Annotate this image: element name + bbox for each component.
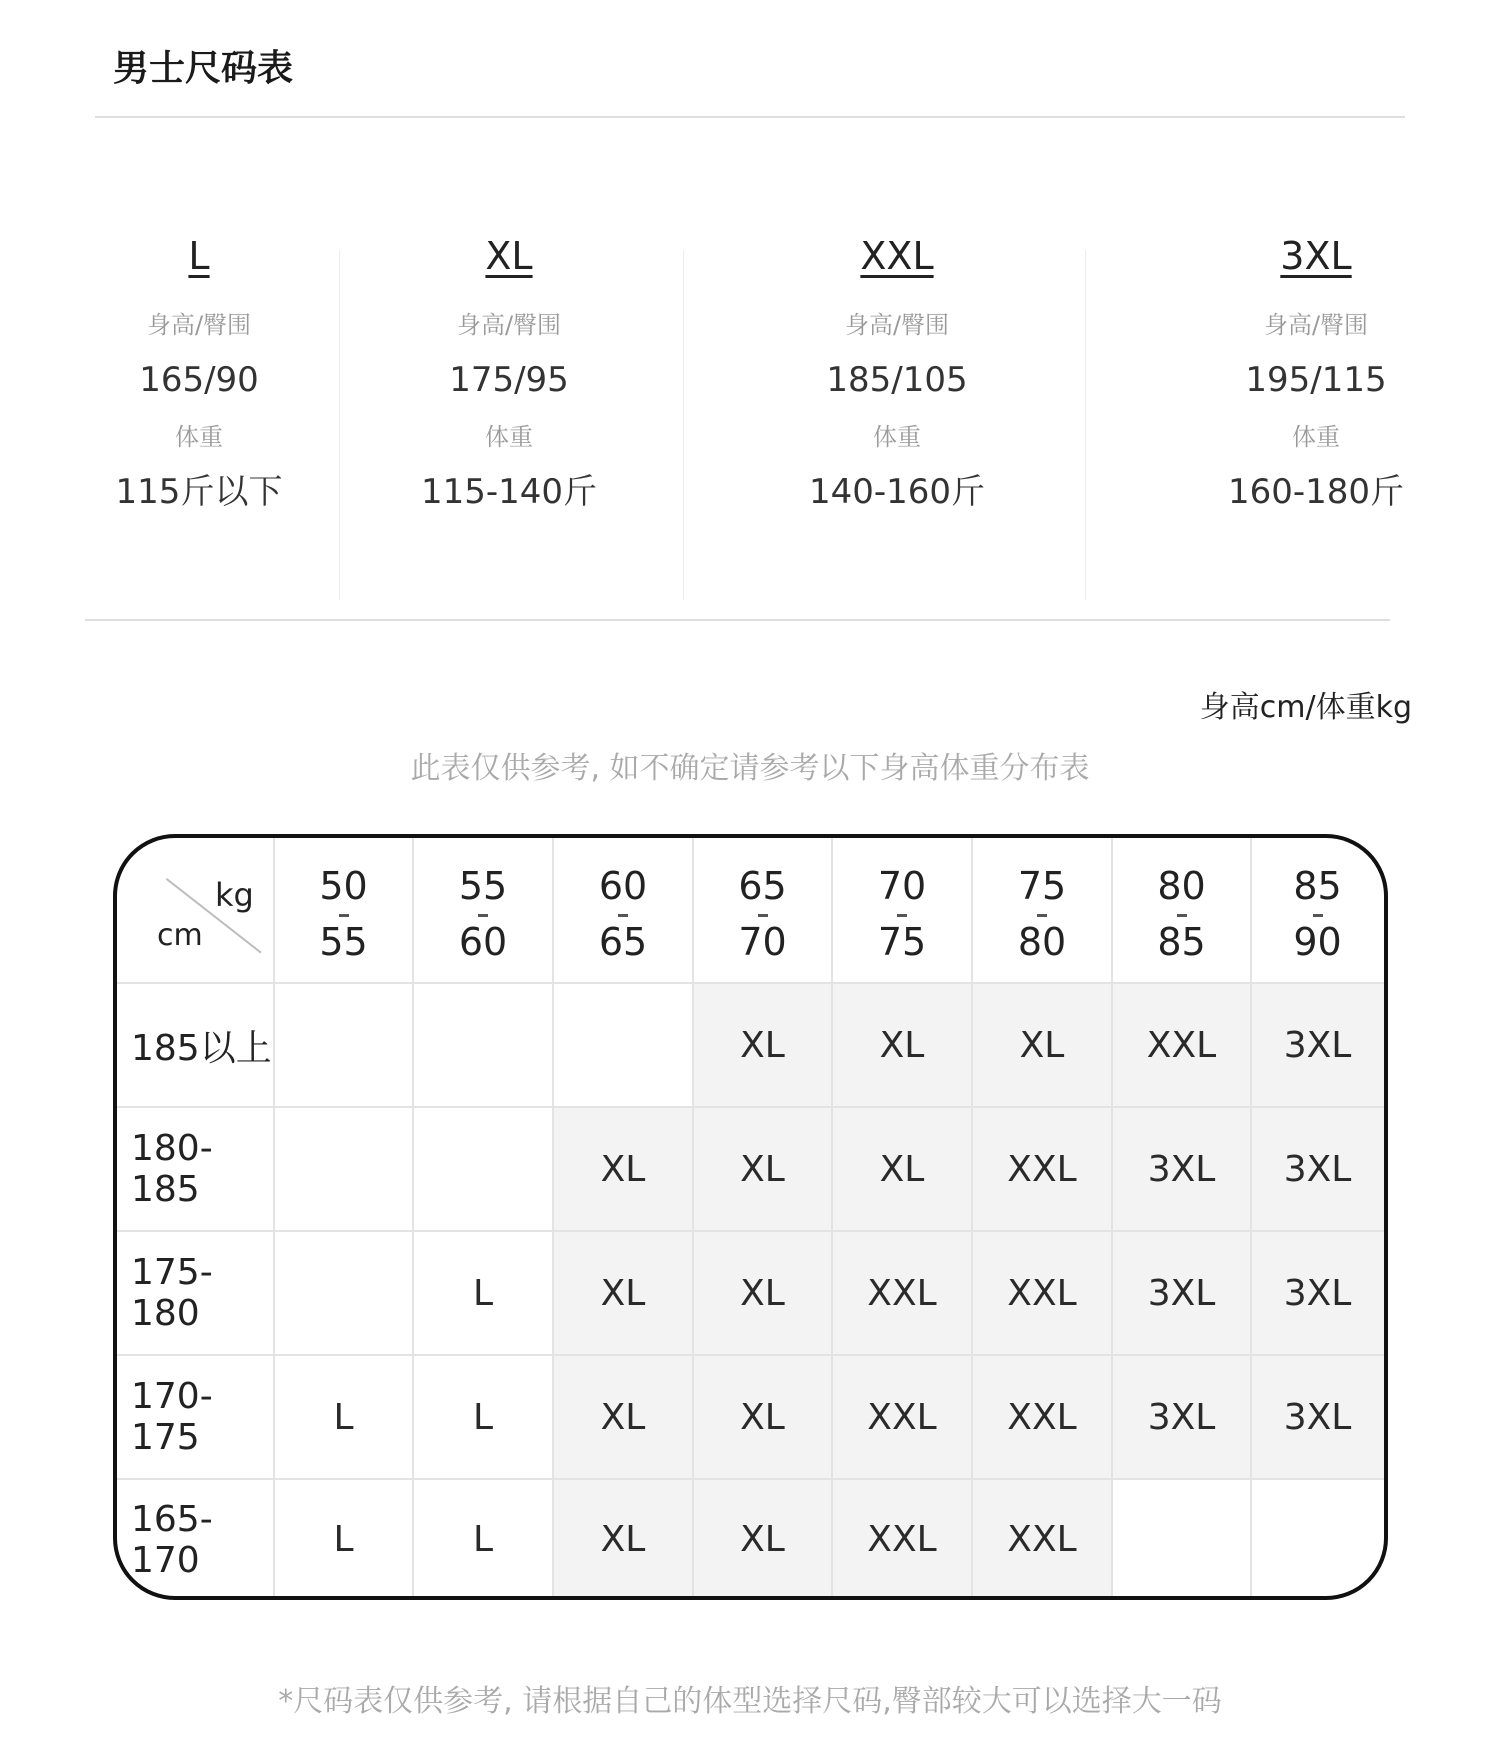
col-header-bottom: 85 — [1157, 920, 1206, 964]
size-name: XL — [485, 234, 533, 278]
height-hip-value: 195/115 — [1245, 360, 1387, 400]
reference-note: 此表仅供参考, 如不确定请参考以下身高体重分布表 — [410, 751, 1090, 786]
table-cell — [274, 983, 413, 1107]
height-hip-value: 185/105 — [826, 360, 968, 400]
grid-line-horizontal — [117, 1230, 1384, 1232]
size-name: 3XL — [1280, 234, 1352, 278]
grid-line-horizontal — [117, 1106, 1384, 1108]
table-cell: XL — [693, 1355, 832, 1479]
table-cell: 3XL — [1251, 983, 1384, 1107]
weight-label: 体重 — [873, 423, 921, 451]
weight-label: 体重 — [485, 423, 533, 451]
size-card-0 — [69, 232, 329, 512]
row-label: 170-175 — [131, 1376, 213, 1458]
grid-line-horizontal — [117, 982, 1384, 984]
grid-line-vertical — [552, 838, 554, 1600]
table-cell: L — [333, 1519, 354, 1560]
size-name: L — [188, 234, 210, 278]
col-header-bottom: 70 — [738, 920, 787, 964]
table-cell: 3XL — [1112, 1231, 1251, 1355]
height-hip-label: 身高/臀围 — [146, 311, 252, 339]
row-label: 175-180 — [131, 1252, 213, 1334]
grid-line-vertical — [692, 838, 694, 1600]
col-header-dash — [1037, 914, 1047, 917]
size-column-separator — [683, 250, 684, 600]
middle-divider — [85, 619, 1390, 621]
row-label: 165-170 — [131, 1498, 213, 1581]
size-name: XXL — [860, 234, 934, 278]
table-cell: XL — [693, 1107, 832, 1231]
size-distribution-table — [113, 834, 1388, 1600]
table-cell: XXL — [972, 1479, 1112, 1600]
table-cell — [274, 1107, 413, 1231]
table-cell: XXL — [1112, 983, 1251, 1107]
table-cell: XXL — [832, 1479, 972, 1600]
col-header-bottom: 60 — [458, 920, 508, 964]
col-header-top: 60 — [598, 864, 648, 908]
col-header-top: 75 — [1017, 864, 1067, 908]
grid-line-vertical — [831, 838, 833, 1600]
grid-line-vertical — [1111, 838, 1113, 1600]
table-cell: L — [333, 1396, 354, 1438]
weight-value: 140-160斤 — [808, 472, 986, 512]
height-hip-label: 身高/臀围 — [1263, 311, 1369, 339]
table-cell: 3XL — [1251, 1107, 1384, 1231]
table-cell — [1112, 1479, 1251, 1600]
col-header-bottom: 55 — [319, 920, 368, 964]
table-cell — [413, 983, 553, 1107]
corner-cm-label: cm — [157, 918, 203, 953]
grid-line-horizontal — [117, 1354, 1384, 1356]
grid-line-vertical — [412, 838, 414, 1600]
col-header-dash — [758, 914, 768, 917]
table-cell: XL — [832, 1107, 972, 1231]
table-cell: 3XL — [1251, 1231, 1384, 1355]
top-divider — [95, 116, 1405, 118]
col-header-dash — [1177, 914, 1187, 917]
col-header-bottom: 75 — [877, 920, 927, 964]
grid-line-vertical — [1250, 838, 1252, 1600]
table-cell — [274, 1231, 413, 1355]
grid-line-vertical — [971, 838, 973, 1600]
table-cell: XL — [553, 1107, 693, 1231]
height-hip-label: 身高/臀围 — [456, 311, 562, 339]
table-cell: XL — [693, 1479, 832, 1600]
grid-line-vertical — [273, 838, 275, 1600]
col-header-dash — [897, 914, 907, 917]
col-header-bottom: 65 — [598, 920, 648, 964]
corner-kg-label: kg — [215, 876, 254, 914]
table-cell: XXL — [972, 1231, 1112, 1355]
table-cell — [413, 1107, 553, 1231]
table-cell: XL — [693, 983, 832, 1107]
table-cell: L — [472, 1396, 494, 1438]
size-card-2 — [767, 232, 1027, 512]
weight-value: 115斤以下 — [115, 472, 283, 512]
size-column-separator — [1085, 250, 1086, 600]
col-header-bottom: 90 — [1293, 920, 1342, 964]
table-cell: L — [472, 1519, 494, 1560]
table-cell: XL — [693, 1231, 832, 1355]
size-card-1 — [379, 232, 639, 512]
footer-note: *尺码表仅供参考, 请根据自己的体型选择尺码,臀部较大可以选择大一码 — [278, 1684, 1222, 1719]
col-header-dash — [339, 914, 349, 917]
grid-line-horizontal — [117, 1478, 1384, 1480]
table-cell — [553, 983, 693, 1107]
table-cell: XL — [553, 1479, 693, 1600]
table-cell: 3XL — [1112, 1107, 1251, 1231]
table-cell: XXL — [972, 1355, 1112, 1479]
table-cell: XL — [972, 983, 1112, 1107]
table-cell: 3XL — [1251, 1355, 1384, 1479]
col-header-top: 70 — [877, 864, 927, 908]
unit-note: 身高cm/体重kg — [1199, 690, 1412, 725]
col-header-top: 55 — [458, 864, 508, 908]
table-cell: L — [472, 1272, 494, 1314]
row-label: 180-185 — [131, 1128, 213, 1210]
table-cell: XL — [553, 1231, 693, 1355]
col-header-dash — [1313, 914, 1323, 917]
table-cell: XXL — [972, 1107, 1112, 1231]
col-header-top: 85 — [1293, 864, 1342, 908]
size-card-3 — [1186, 232, 1446, 512]
row-label: 185以上 — [131, 1027, 272, 1069]
weight-value: 160-180斤 — [1227, 472, 1405, 512]
col-header-top: 50 — [319, 864, 368, 908]
height-hip-value: 165/90 — [139, 360, 259, 400]
weight-label: 体重 — [175, 423, 223, 451]
page-title: 男士尺码表 — [113, 48, 294, 89]
height-hip-label: 身高/臀围 — [844, 311, 950, 339]
table-cell: XL — [832, 983, 972, 1107]
table-cell: 3XL — [1112, 1355, 1251, 1479]
table-cell: XXL — [832, 1231, 972, 1355]
col-header-dash — [478, 914, 488, 917]
height-hip-value: 175/95 — [449, 360, 569, 400]
weight-value: 115-140斤 — [420, 472, 598, 512]
weight-label: 体重 — [1292, 423, 1340, 451]
table-cell: XXL — [832, 1355, 972, 1479]
col-header-dash — [618, 914, 628, 917]
col-header-top: 80 — [1157, 864, 1206, 908]
col-header-top: 65 — [738, 864, 787, 908]
size-column-separator — [339, 250, 340, 600]
col-header-bottom: 80 — [1017, 920, 1067, 964]
table-cell — [1251, 1479, 1384, 1600]
table-cell: XL — [553, 1355, 693, 1479]
